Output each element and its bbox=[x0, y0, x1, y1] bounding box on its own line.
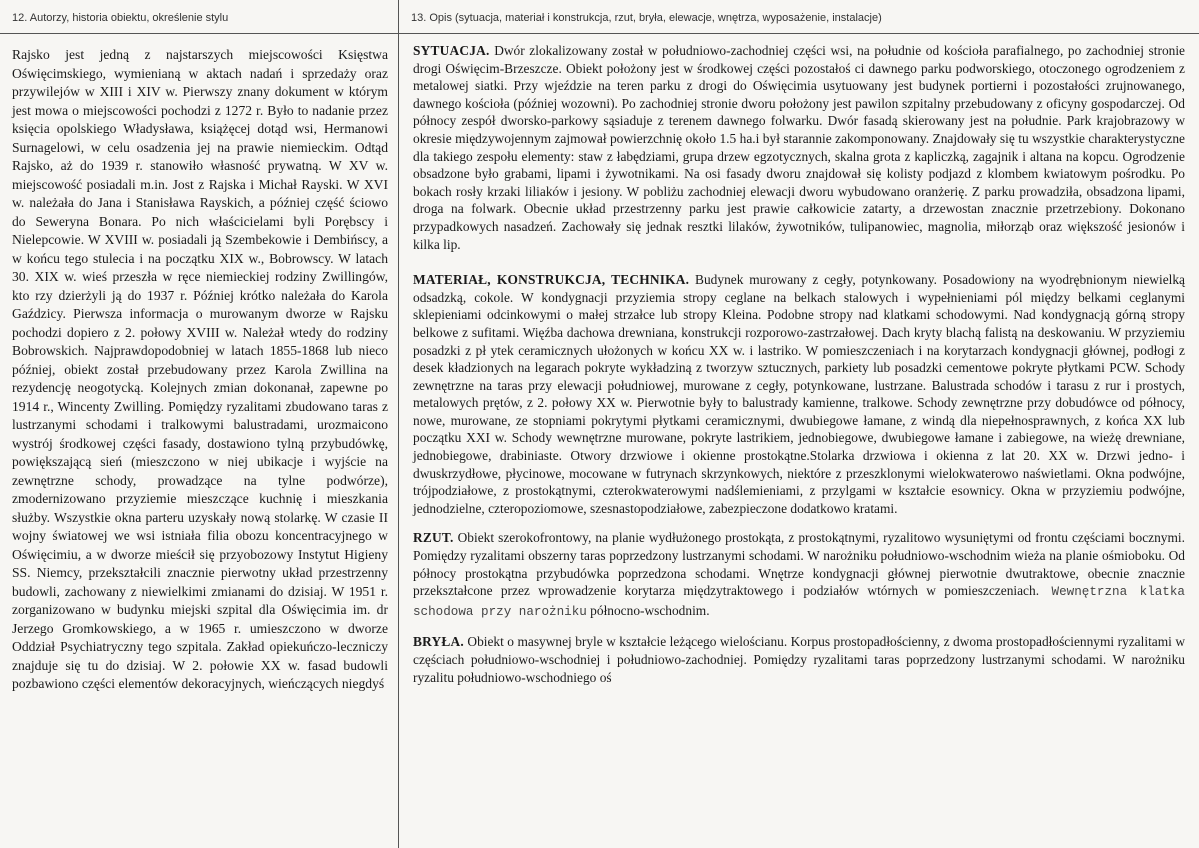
section-rzut-text: Obiekt szerokofrontowy, na planie wydłużonego prostokąta, z prostokątnymi, ryzalitowo wysuniętymi od frontu częściami bocznymi. Pomiędzy ryzalitami obszerny taras poprzedzony lustrzanymi schodami. W narożniku południowo-wschodnim wieża na planie ośmioboku. Od północy prostokątna przybudówka poprzedzona schodami. Wnętrze kondygnacji głównej pierwotnie dwutraktowe, obecnie znacznie przekształcone przez wprowadzenie korytarza międzytraktowego i podziałów wtórnych w pomieszczeniach. bbox=[413, 530, 1185, 599]
section-material-paragraph bbox=[413, 271, 1185, 517]
section-rzut-text-mono: Wewnętrzna klatka schodowa przy narożniku bbox=[413, 585, 1185, 619]
section-situation bbox=[413, 42, 1185, 253]
section-material bbox=[413, 271, 1185, 517]
right-column-header: 13. Opis (sytuacja, materiał i konstrukcja, rzut, bryła, elewacje, wnętrza, wyposażenie, instalacje) bbox=[399, 0, 1199, 34]
section-bryla-text: Obiekt o masywnej bryle w kształcie leżącego wielościanu. Korpus prostopadłościenny, z dwoma prostopadłościennymi ryzalitami w częściach południowo-wschodniej i południowo-zachodniej. Pomiędzy ryzalitami taras poprzedzony lustrzanymi schodami. W narożniku ryzalitu południowo-wschodniego oś bbox=[413, 634, 1185, 685]
section-situation-paragraph bbox=[413, 42, 1185, 253]
left-column-header: 12. Autorzy, historia obiektu, określenie stylu bbox=[0, 0, 398, 34]
right-column-body bbox=[399, 34, 1199, 686]
section-rzut-text-tail: północno-wschodnim. bbox=[586, 602, 710, 618]
section-bryla bbox=[413, 633, 1185, 686]
section-rzut-paragraph bbox=[413, 529, 1185, 621]
left-column-body: Rajsko jest jedną z najstarszych miejscowości Księstwa Oświęcimskiego, wymienianą w aktach nadań i sprzedaży oraz przywilejów w XIII i XIV w. Pierwszy znany dokument w którym jest mowa o miejscowości pochodzi z 1272 r. Było to nadanie przez księcia opolskiego Władysława, książęcej dotąd wsi, Hermanowi Surnagelowi, w celu osadzenia jej na prawie niemieckim. Odtąd Rajsko, aż do 1939 r. stanowiło własność prywatną. W XV w. miejscowość posiadali m.in. Jost z Rajska i Michał Rayski. W XVI w. należała do Jana i Stanisława Rayskich, a później część ściowo do Seweryna Bonara. Po nich właścicielami byli Porębscy i Nielepcowie. W XVIII w. posiadali ją Szembekowie i Dembińscy, a w końcu tego stulecia i na początku XIX w., Bobrowscy. W latach 30. XIX w. wieś przeszła w ręce niemieckiej rodziny Zwillingów, kto rzy dzierżyli ją do 1937 r. Później krótko należała do Karola Gaździcy. Pierwsza informacja o murowanym dworze w Rajsku pochodzi dopiero z 2. połowy XVIII w. Należał wtedy do rodziny Bobrowskich. Najprawdopodobniej w latach 1855-1868 lub nieco później, obiekt został przebudowany przez Karola Zwillina na rezydencję neogotycką. Kolejnych zmian dokonanał, zapewne po 1914 r., Wincenty Zwilling. Pomiędzy ryzalitami zbudowano taras z lustrzanymi schodami i tralkowymi balustradami, urozmaicono wystrój środkowej części fasady, dostawiono tylną przybudówkę, powiększającą sień (mieszczono w niej ubikacje i wyjście na zewnętrzne schody, prowadzące na tylne podwórze), zmodernizowano przyziemie mieszczące kuchnię i mieszkania służby. Wszystkie okna parteru uzyskały nową stolarkę. W czasie II wojny światowej we wsi istniała filia obozu koncentracyjnego w Oświęcimiu, a w dworze mieścił się przyobozowy Instytut Higieny SS. Niemcy, przekształcili znacznie pierwotny układ przestrzenny budowli, zachowany z niewielkimi zmianami do dzisiaj. W 1951 r. zorganizowano w budynku miejski szpital dla Oświęcimia im. dr Jerzego Gromkowskiego, a w 1965 r. umieszczono w dworze Oddział Psychiatryczny tego szpitala. Zakład opiekuńczo-leczniczy znajduje się tu do dzisiaj. W 2. połowie XX w. fasad budowli pozbawiono części elementów dekoracyjnych, wieńczących niegdyś bbox=[12, 47, 388, 691]
section-situation-heading: SYTUACJA. bbox=[413, 43, 490, 58]
section-rzut-heading: RZUT. bbox=[413, 530, 454, 546]
section-bryla-paragraph bbox=[413, 633, 1185, 686]
section-rzut bbox=[413, 529, 1185, 621]
section-material-text: Budynek murowany z cegły, potynkowany. Posadowiony na wyodrębnionym niewielką odsadzką, cokole. W kondygnacji przyziemia stropy ceglane na belkach stalowych i wypełnieniami pól między belkami ceglanymi sklepieniami odcinkowymi o małej strzałce lub stropy Kleina. Podobne stropy nad klatkami schodowymi. Nad kondygnacją górną stropy belkowe z sufitami. Więźba dachowa drewniana, konstrukcji rozporowo-zastrzałowej. Dach kryty blachą falistą na deskowaniu. W przyziemiu posadzki z pł ytek ceramicznych ułożonych w końcu XX w. i lastriko. W pomieszczeniach i na korytarzach kondygnacji głównej, podłogi z desek kładzionych na legarach pokryte wykładziną z tworzyw sztucznych, parkiety lub posadzki cementowe pokryte płytkami PCW. Schody zewnętrzne na taras przy elewacji południowej, murowane z cegły, potynkowane, lustrzane. Balustrada schodów i tarasu z rur i prostych, metalowych prętów, z 2. połowy XX w. Pierwotnie były to balustrady kamienne, tralkowe. Schody zewnętrzne przy dobudówce od północy, nowe, murowane, ze stopniami pokrytymi płytkami ceramicznymi, dwubiegowe łamane, z windą dla niepełnosprawnych, z końca XX lub początku XXI w. Schody wewnętrzne murowane, pokryte lastrikiem, jednobiegowe, dwubiegowe łamane i zabiegowe, na wieżę drewniane, jednobiegowe, drabiniaste. Otwory drzwiowe i okienne prostokątne.Stolarka drzwiowa i okienna z lat 20. XX w. Drzwi jedno- i dwuskrzydłowe, płycinowe, mocowane w futrynach skrzynkowych, niektóre z przeszklonymi wielokwaterowo naświetlami. Okna podwójne, trójpodziałowe, z prostokątnymi, czterokwaterowymi nadślemieniami, z przylgami w kształcie esownicy. Okna w przyziemiu podwójne, jednodzielne, czteropoziomowe, szesnastopodziałowe, zabezpieczone dodatkowo kratami. bbox=[413, 272, 1185, 516]
section-material-heading: MATERIAŁ, KONSTRUKCJA, TECHNIKA. bbox=[413, 272, 690, 288]
left-column bbox=[0, 0, 399, 848]
section-bryla-heading: BRYŁA. bbox=[413, 634, 464, 650]
right-column bbox=[399, 0, 1199, 848]
section-situation-text: Dwór zlokalizowany został w południowo-zachodniej części wsi, na południe od kościoła parafialnego, po zachodniej stronie drogi Oświęcim-Brzeszcze. Obiekt położony jest w środkowej części pozostałoś ci dawnego parku podworskiego, otoczonego ogrodzeniem z metalowej siatki. Przy wjeździe na teren parku z drogi do Oświęcimia usytuowany jest budynek portierni i pozostałości zrujnowanego, dawnego kościoła (później wozowni). Po zachodniej stronie dworu położony jest pawilon szpitalny przebudowany z oficyny gospodarczej. Od północy zespół dworsko-parkowy sąsiaduje z terenem dawnego folwarku. Dwór fasadą skierowany jest na południe. Park krajobrazowy w okresie międzywojennym zajmował powierzchnię około 1.5 ha.i był starannie zakomponowany. Znajdowały się tu wszystkie charakterystyczne dla takiego zespołu elementy: staw z łabędziami, grupa drzew egzotycznych, skalna grota z kapliczką, zagajnik i altana na kopcu. Ogrodzenie obsadzone było grabami, lipami i żywotnikami. Na osi fasady dworu znajdował się kolisty podjazd z klombem kwiatowym pośrodku. Po bokach rosły krzaki liliaków i jesiony. W pobliżu zachodniej elewacji dworu wybudowano oranżerię. Z parku prowadziła, obsadzona lipami, droga na folwark. Obecnie układ przestrzenny parku jest prawie całkowicie zatarty, a drzewostan znacznie przetrzebiony. Dokonano przypadkowych nasadzeń. Zachowały się jednak resztki lilaków, żywotników, tulipanowiec, magnolia, miłorząb oraz większość jesionów i kilka lip. bbox=[413, 43, 1185, 252]
